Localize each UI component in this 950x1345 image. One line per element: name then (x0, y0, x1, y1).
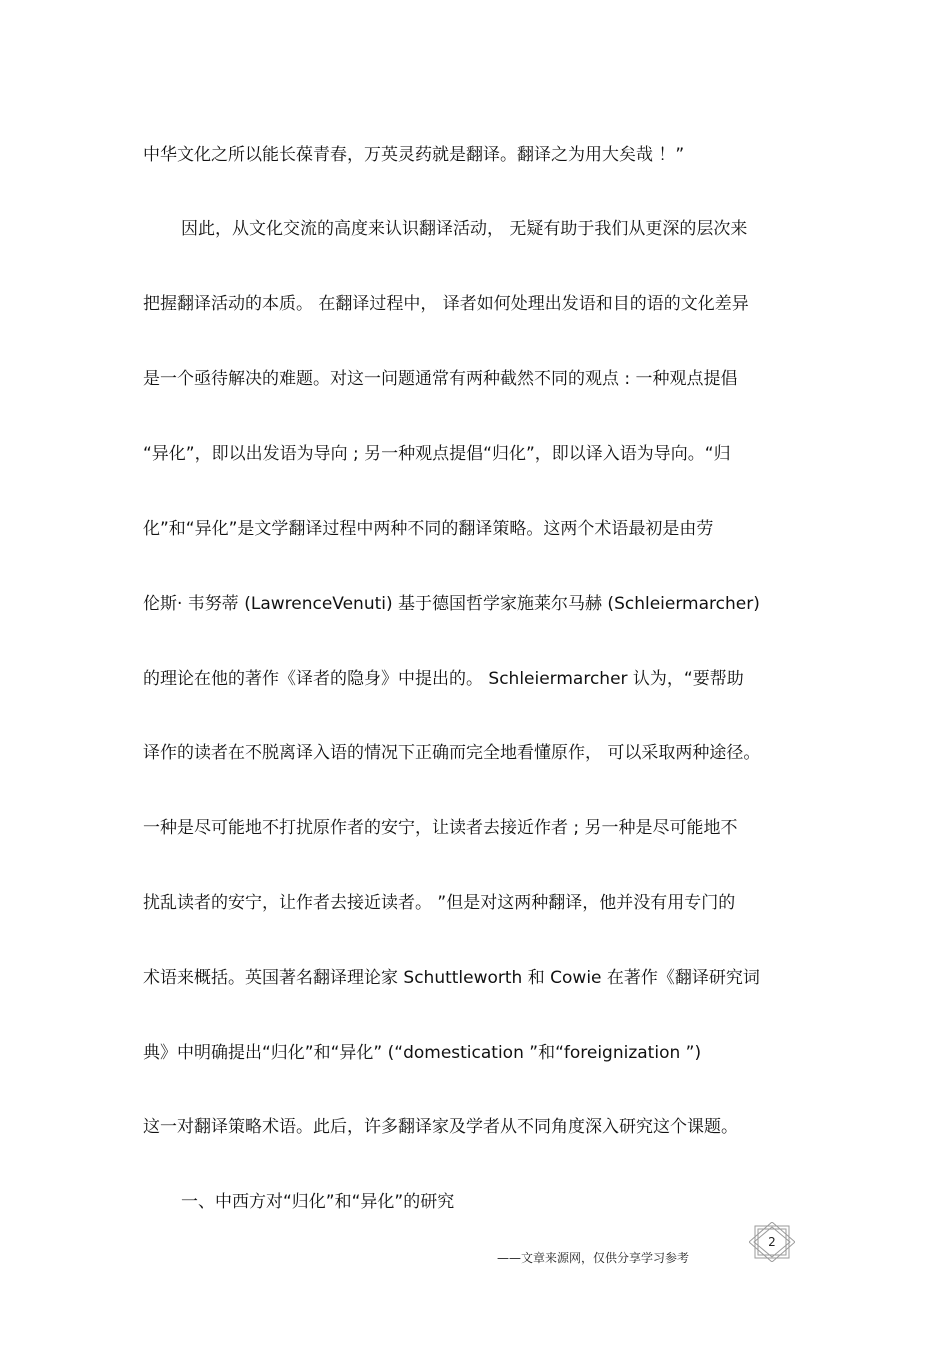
section-heading: 一、中西方对“归化”和“异化”的研究 (181, 1192, 455, 1212)
text-line: 典》中明确提出“归化”和“异化” (“domestication ”和“foreignization ”) (143, 1043, 702, 1063)
text-line: “异化”，即以出发语为导向 ; 另一种观点提倡“归化”，即以译入语为导向。“归 (143, 444, 731, 464)
text-line: 术语来概括。英国著名翻译理论家 Schuttleworth 和 Cowie 在著作《翻译研究词 (143, 968, 760, 988)
text-line: 伦斯· 韦努蒂 (LawrenceVenuti) 基于德国哲学家施莱尔马赫 (Schleiermarcher) (143, 594, 760, 614)
page-number-badge (749, 1222, 795, 1262)
page-number: 2 (768, 1235, 776, 1249)
text-line: 是一个亟待解决的难题。对这一问题通常有两种截然不同的观点 : 一种观点提倡 (143, 369, 738, 389)
text-line: 扰乱读者的安宁，让作者去接近读者。 ”但是对这两种翻译，他并没有用专门的 (143, 893, 736, 913)
text-line: 中华文化之所以能长葆青春，万英灵药就是翻译。翻译之为用大矣哉 ！” (143, 145, 685, 165)
text-line: 这一对翻译策略术语。此后，许多翻译家及学者从不同角度深入研究这个课题。 (143, 1117, 738, 1137)
text-line: 把握翻译活动的本质。 在翻译过程中， 译者如何处理出发语和目的语的文化差异 (143, 294, 749, 314)
text-line: 的理论在他的著作《译者的隐身》中提出的。 Schleiermarcher 认为，“要帮助 (143, 669, 744, 689)
text-line: 一种是尽可能地不打扰原作者的安宁，让读者去接近作者 ; 另一种是尽可能地不 (143, 818, 738, 838)
text-line: 化”和“异化”是文学翻译过程中两种不同的翻译策略。这两个术语最初是由劳 (143, 519, 714, 539)
footer-note: ——文章来源网，仅供分享学习参考 (497, 1251, 690, 1265)
paragraph-first-line: 因此，从文化交流的高度来认识翻译活动， 无疑有助于我们从更深的层次来 (181, 219, 748, 239)
text-line: 译作的读者在不脱离译入语的情况下正确而完全地看懂原作， 可以采取两种途径。 (143, 743, 761, 763)
